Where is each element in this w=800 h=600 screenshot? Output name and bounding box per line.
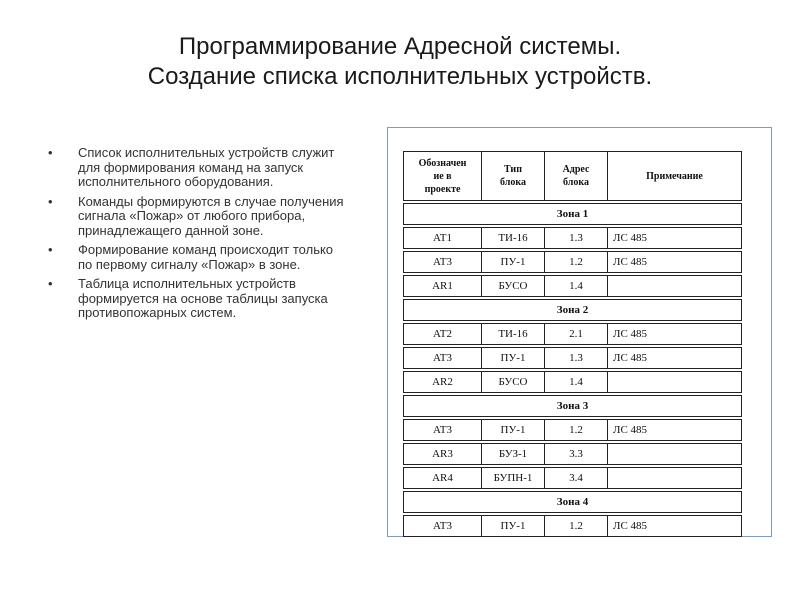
cell-note: ЛС 485	[607, 251, 742, 273]
cell-block-address: 1.2	[544, 515, 607, 537]
cell-block-address: 1.4	[544, 275, 607, 297]
zone-label: Зона 1	[403, 203, 742, 225]
cell-block-type: БУПН-1	[481, 467, 544, 489]
bullet-list	[48, 146, 348, 326]
bullet-item	[48, 277, 348, 321]
cell-block-type: БУСО	[481, 275, 544, 297]
bullet-item	[48, 146, 348, 190]
bullet-item	[48, 195, 348, 239]
cell-note: ЛС 485	[607, 419, 742, 441]
cell-block-type: БУСО	[481, 371, 544, 393]
table-frame	[387, 127, 772, 537]
cell-designation: AR1	[403, 275, 481, 297]
cell-block-address: 1.4	[544, 371, 607, 393]
cell-designation: AT1	[403, 227, 481, 249]
cell-block-type: ПУ-1	[481, 347, 544, 369]
zone-row	[403, 395, 742, 417]
slide-title-line-1: Программирование Адресной системы.	[178, 33, 622, 60]
slide-title-line-2: Создание списка исполнительных устройств.	[147, 63, 653, 90]
table-row	[403, 371, 742, 393]
zone-row	[403, 491, 742, 513]
header-block-address: Адрес блока	[544, 151, 607, 201]
cell-block-address: 1.3	[544, 227, 607, 249]
table-row	[403, 227, 742, 249]
bullet-dot-icon: •	[48, 145, 53, 160]
table-row	[403, 251, 742, 273]
cell-block-address: 1.2	[544, 419, 607, 441]
header-block-type: Тип блока	[481, 151, 544, 201]
zone-row	[403, 203, 742, 225]
bullet-dot-icon: •	[48, 193, 53, 209]
cell-block-type: БУЗ-1	[481, 443, 544, 465]
bullet-item	[48, 243, 348, 272]
cell-note	[607, 275, 742, 297]
bullet-text: Формирование команд происходит только по первому сигналу «Пожар» в зоне.	[78, 242, 334, 272]
slide-title	[80, 32, 720, 92]
bullet-dot-icon: •	[48, 276, 53, 291]
cell-block-type: ПУ-1	[481, 419, 544, 441]
cell-block-address: 2.1	[544, 323, 607, 345]
cell-note: ЛС 485	[607, 227, 742, 249]
cell-block-address: 3.3	[544, 443, 607, 465]
zone-label: Зона 3	[403, 395, 742, 417]
header-note: Примечание	[607, 151, 742, 201]
bullet-text: Команды формируются в случае получения сигнала «Пожар» от любого прибора, принадлежащего данной зоне.	[78, 193, 344, 238]
cell-block-address: 3.4	[544, 467, 607, 489]
cell-designation: AR3	[403, 443, 481, 465]
cell-designation: AT3	[403, 515, 481, 537]
cell-block-type: ТИ-16	[481, 323, 544, 345]
cell-block-type: ТИ-16	[481, 227, 544, 249]
cell-block-type: ПУ-1	[481, 515, 544, 537]
table-row	[403, 419, 742, 441]
cell-note	[607, 467, 742, 489]
cell-block-address: 1.2	[544, 251, 607, 273]
cell-block-type: ПУ-1	[481, 251, 544, 273]
cell-note	[607, 371, 742, 393]
zone-row	[403, 299, 742, 321]
cell-block-address: 1.3	[544, 347, 607, 369]
table-row	[403, 443, 742, 465]
bullet-text: Список исполнительных устройств служит для формирования команд на запуск исполнительного оборудования.	[78, 145, 335, 189]
cell-designation: AT3	[403, 419, 481, 441]
cell-designation: AT3	[403, 251, 481, 273]
zone-label: Зона 2	[403, 299, 742, 321]
table-row	[403, 467, 742, 489]
table-row	[403, 347, 742, 369]
table-row	[403, 323, 742, 345]
cell-designation: AR2	[403, 371, 481, 393]
bullet-text: Таблица исполнительных устройств формируется на основе таблицы запуска противопожарных систем.	[78, 276, 328, 320]
zone-label: Зона 4	[403, 491, 742, 513]
header-designation: Обозначен ие в проекте	[403, 151, 481, 201]
table-header-row	[403, 151, 742, 201]
cell-designation: AR4	[403, 467, 481, 489]
devices-table	[403, 149, 742, 539]
cell-note	[607, 443, 742, 465]
table-row	[403, 515, 742, 537]
cell-note: ЛС 485	[607, 323, 742, 345]
cell-designation: AT2	[403, 323, 481, 345]
bullet-dot-icon: •	[48, 242, 53, 257]
cell-note: ЛС 485	[607, 515, 742, 537]
cell-designation: AT3	[403, 347, 481, 369]
cell-note: ЛС 485	[607, 347, 742, 369]
table-row	[403, 275, 742, 297]
